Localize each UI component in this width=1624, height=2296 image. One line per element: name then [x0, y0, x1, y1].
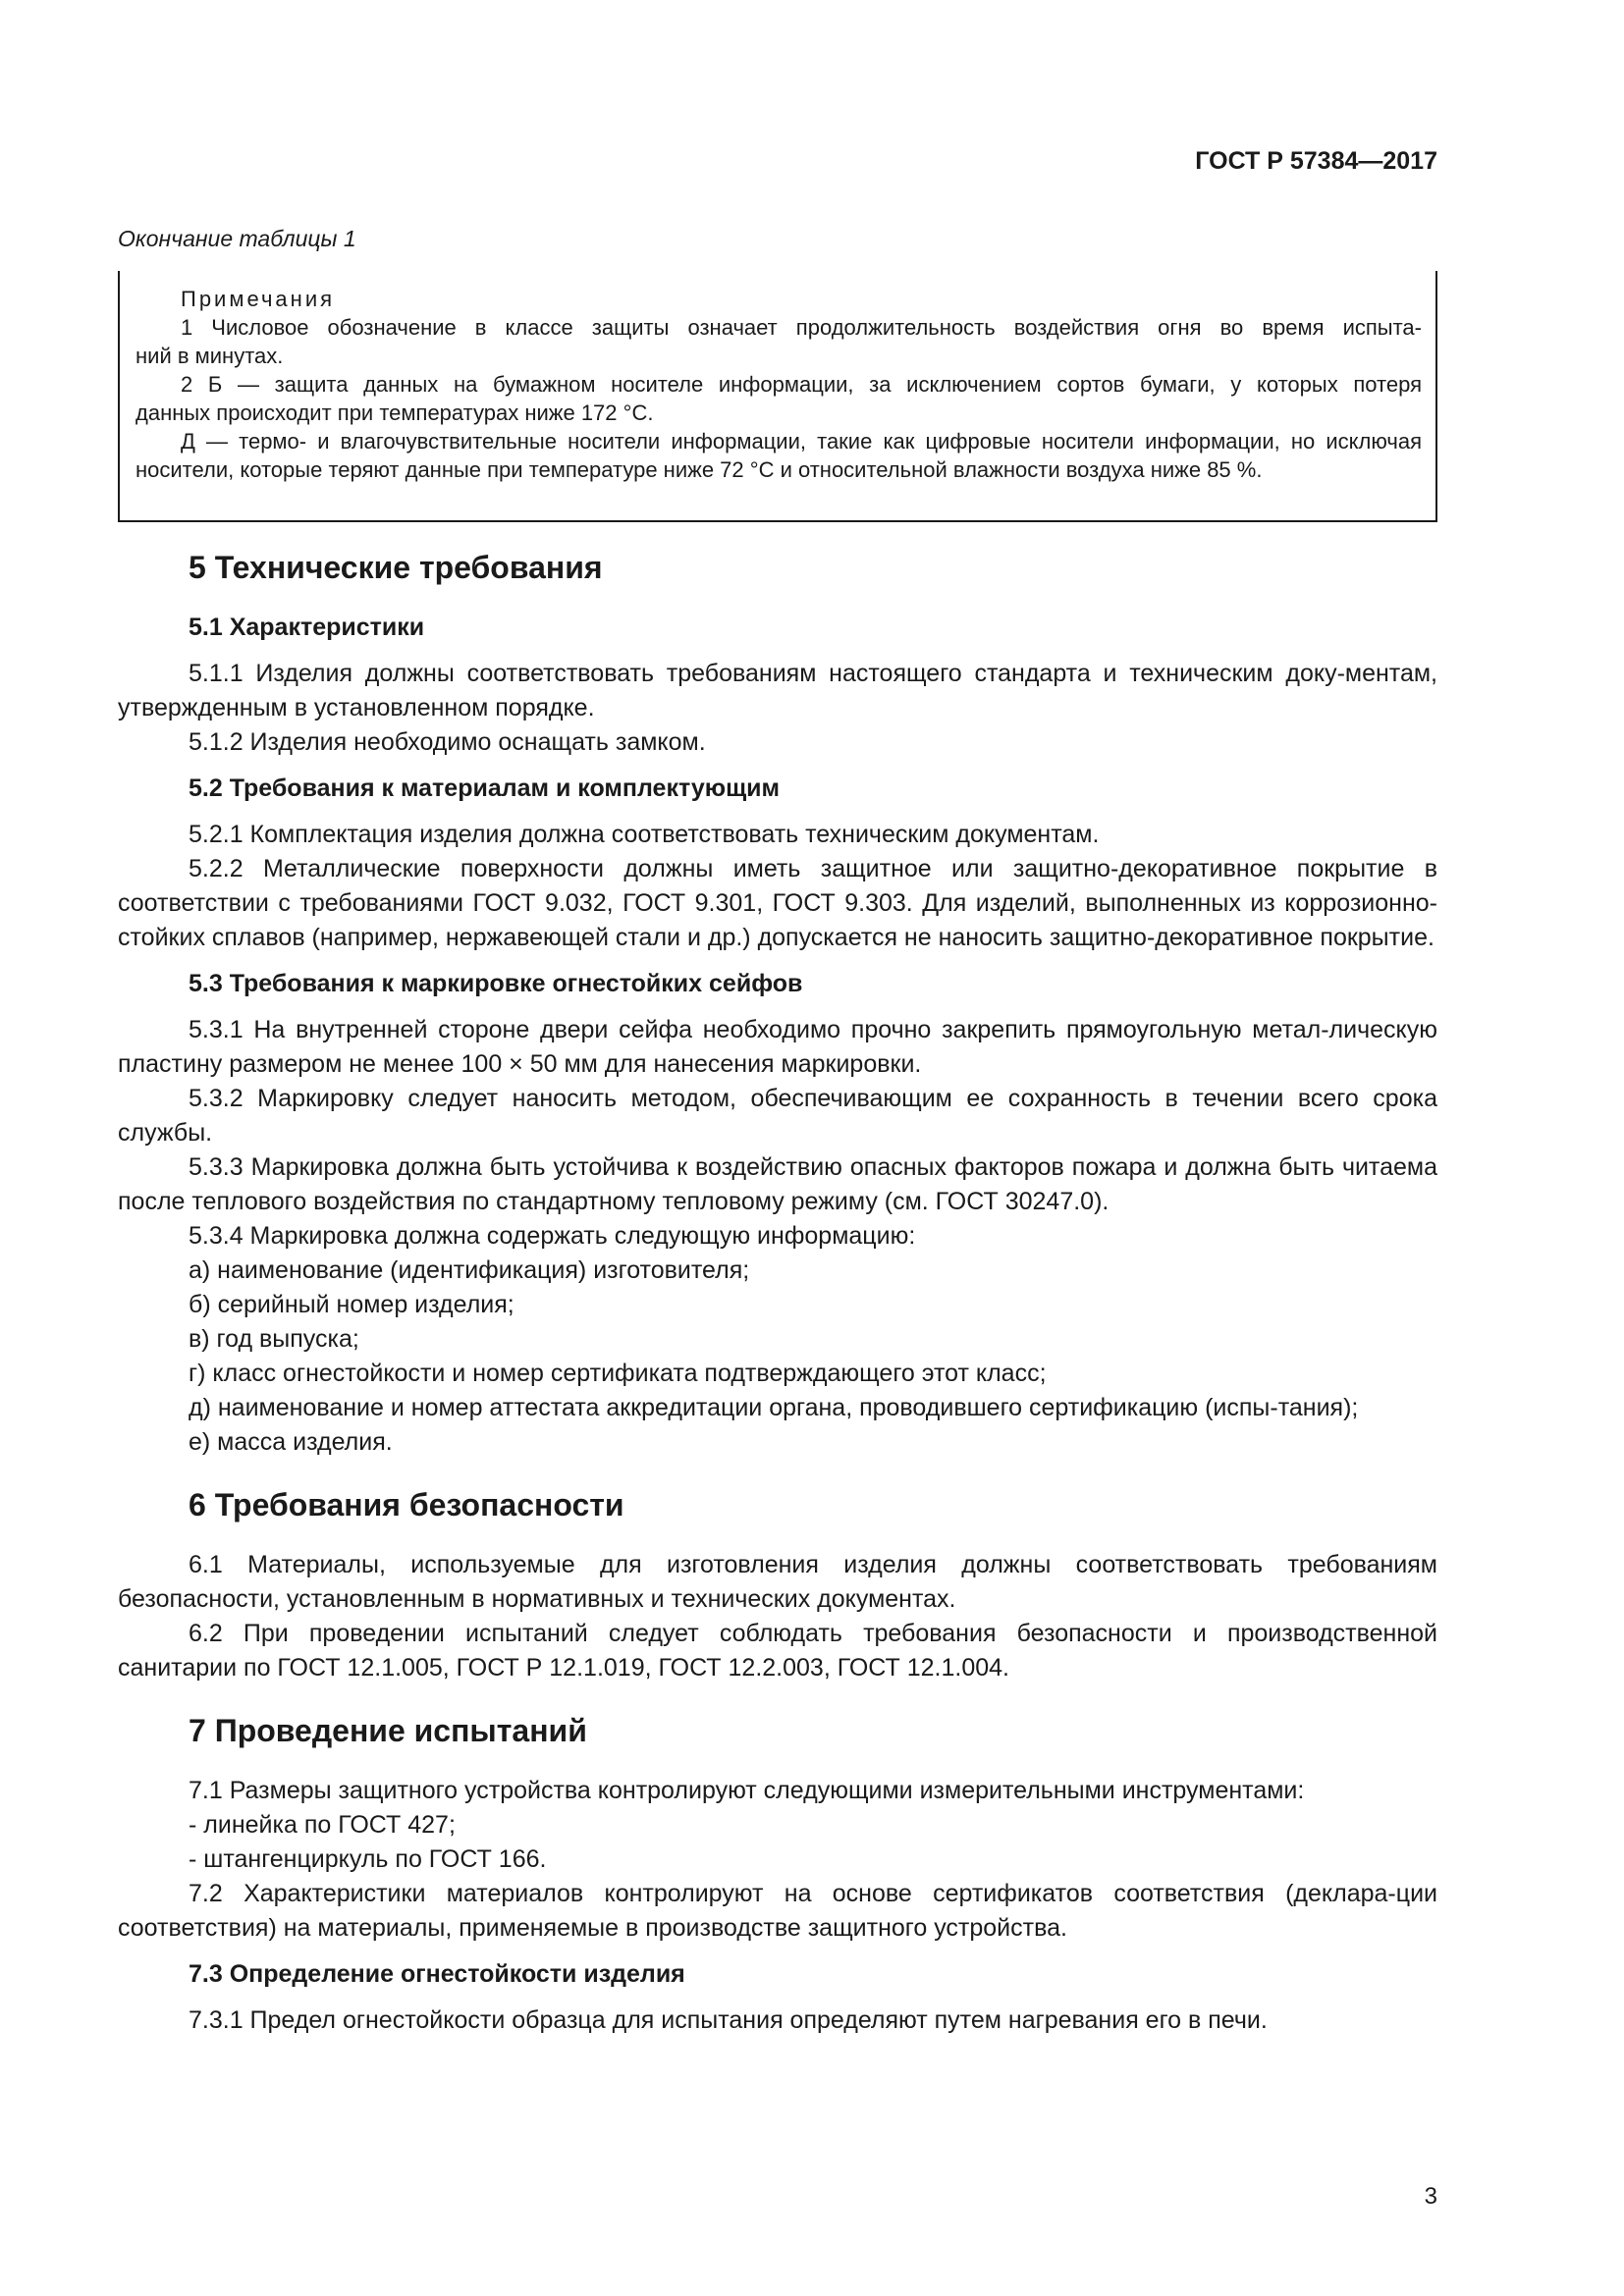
dash-item-ruler: - линейка по ГОСТ 427;: [189, 1811, 456, 1839]
notes-title: Примечания: [181, 287, 336, 311]
paragraph-5-3-4: 5.3.4 Маркировка должна содержать следующую информацию:: [189, 1222, 916, 1250]
list-item: а) наименование (идентификация) изготовителя;: [189, 1256, 750, 1284]
section-6-heading: 6 Требования безопасности: [189, 1487, 624, 1522]
paragraph-5-3-1: 5.3.1 На внутренней стороне двери сейфа необходимо прочно закрепить прямоугольную метал-лическую пластину размером не менее 100 × 50 мм для нанесения маркировки.: [118, 1016, 1437, 1078]
paragraph-5-1-1: 5.1.1 Изделия должны соответствовать требованиям настоящего стандарта и техническим доку-ментам, утвержденным в установленном порядке.: [118, 660, 1437, 721]
note-3: Д — термо- и влагочувствительные носители информации, такие как цифровые носители информации, но исключая носители, которые теряют данные при температуре ниже 72 °C и относительной влажности воздуха ниже 85 %.: [135, 429, 1422, 482]
dash-item-caliper: - штангенциркуль по ГОСТ 166.: [189, 1845, 547, 1873]
paragraph-5-2-2: 5.2.2 Металлические поверхности должны иметь защитное или защитно-декоративное покрытие в соответствии с требованиями ГОСТ 9.032, ГОСТ 9.301, ГОСТ 9.303. Для изделий, выполненных из коррозионно-стойких сплавов (например, нержавеющей стали и др.) допускается не наносить защитно-декоративное покрытие.: [118, 855, 1437, 951]
paragraph-5-3-2: 5.3.2 Маркировку следует наносить методом, обеспечивающим ее сохранность в течении всего срока службы.: [118, 1085, 1437, 1147]
table-continuation-caption: Окончание таблицы 1: [118, 226, 356, 251]
paragraph-7-1: 7.1 Размеры защитного устройства контролируют следующими измерительными инструментами:: [189, 1777, 1305, 1804]
note-1-line-2: ний в минутах.: [135, 344, 284, 368]
note-2-line-1: 2 Б — защита данных на бумажном носителе информации, за исключением сортов бумаги, у которых потеря: [181, 372, 1422, 397]
list-item: в) год выпуска;: [189, 1325, 359, 1353]
document-code: ГОСТ Р 57384—2017: [1195, 147, 1437, 175]
section-5-1-heading: 5.1 Характеристики: [189, 614, 425, 641]
note-2-line-2: данных происходит при температурах ниже 172 °C.: [135, 400, 654, 425]
section-5-heading: 5 Технические требования: [189, 550, 603, 585]
paragraph-5-1-2: 5.1.2 Изделия необходимо оснащать замком.: [189, 728, 706, 756]
paragraph-7-2: 7.2 Характеристики материалов контролируют на основе сертификатов соответствия (деклара-ции соответствия) на материалы, применяемые в производстве защитного устройства.: [118, 1880, 1437, 1942]
section-5-3-heading: 5.3 Требования к маркировке огнестойких сейфов: [189, 970, 803, 997]
section-5-2-heading: 5.2 Требования к материалам и комплектующим: [189, 774, 781, 802]
paragraph-6-1: 6.1 Материалы, используемые для изготовления изделия должны соответствовать требованиям безопасности, установленным в нормативных и технических документах.: [118, 1551, 1437, 1613]
document-body: [118, 546, 1437, 2038]
section-7-heading: 7 Проведение испытаний: [189, 1713, 587, 1748]
note-1-line-1: 1 Числовое обозначение в классе защиты означает продолжительность воздействия огня во время испыта-: [181, 315, 1422, 340]
list-item: б) серийный номер изделия;: [189, 1291, 514, 1318]
list-item: г) класс огнестойкости и номер сертификата подтверждающего этот класс;: [189, 1360, 1047, 1387]
page-number: 3: [1424, 2183, 1437, 2210]
paragraph-5-3-3: 5.3.3 Маркировка должна быть устойчива к воздействию опасных факторов пожара и должна быть читаема после теплового воздействия по стандартному тепловому режиму (см. ГОСТ 30247.0).: [118, 1153, 1437, 1215]
section-7-3-heading: 7.3 Определение огнестойкости изделия: [189, 1960, 685, 1988]
paragraph-5-2-1: 5.2.1 Комплектация изделия должна соответствовать техническим документам.: [189, 821, 1100, 848]
paragraph-7-3-1: 7.3.1 Предел огнестойкости образца для испытания определяют путем нагревания его в печи.: [189, 2006, 1268, 2034]
list-item: д) наименование и номер аттестата аккредитации органа, проводившего сертификацию (испы-тания);: [189, 1394, 1359, 1421]
table-notes-box: [118, 271, 1437, 522]
paragraph-6-2: 6.2 При проведении испытаний следует соблюдать требования безопасности и производственной санитарии по ГОСТ 12.1.005, ГОСТ Р 12.1.019, ГОСТ 12.2.003, ГОСТ 12.1.004.: [118, 1620, 1437, 1682]
list-item: е) масса изделия.: [189, 1428, 393, 1456]
